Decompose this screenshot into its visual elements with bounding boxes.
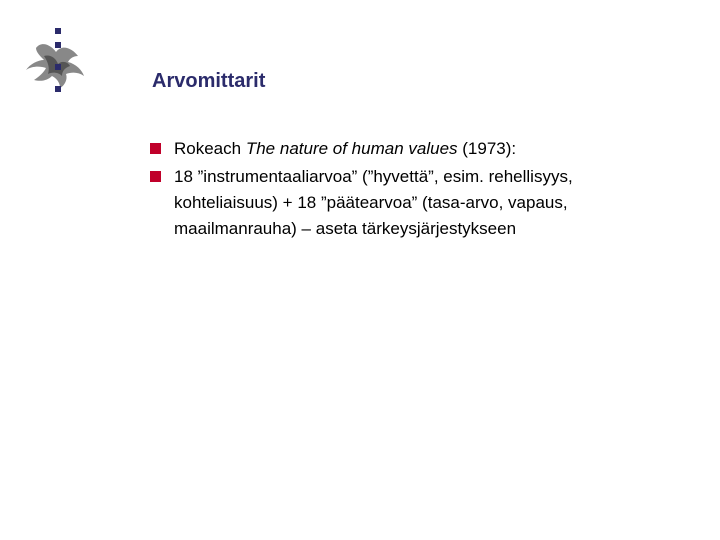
university-of-helsinki-flame-logo-icon [22,26,90,96]
slide-title: Arvomittarit [152,70,266,92]
bullet-book-title: The nature of human values [245,139,458,158]
bullet-line-1: 18 ”instrumentaaliarvoa” (”hyvettä”, esim. rehellisyys, [174,167,573,186]
bullet-list [150,136,670,244]
bullet-line-2: kohteliaisuus) + 18 ”päätearvoa” (tasa-arvo, vapaus, [174,193,568,212]
bullet-year: (1973): [457,139,517,158]
square-bullet-icon [150,171,161,182]
bullet-line-3: maailmanrauha) – aseta tärkeysjärjestykseen [174,219,517,238]
square-bullet-icon [150,143,161,154]
bullet-author: Rokeach [174,139,242,158]
bullet-item-rokeach [150,136,670,162]
bullet-item-values [150,164,670,242]
